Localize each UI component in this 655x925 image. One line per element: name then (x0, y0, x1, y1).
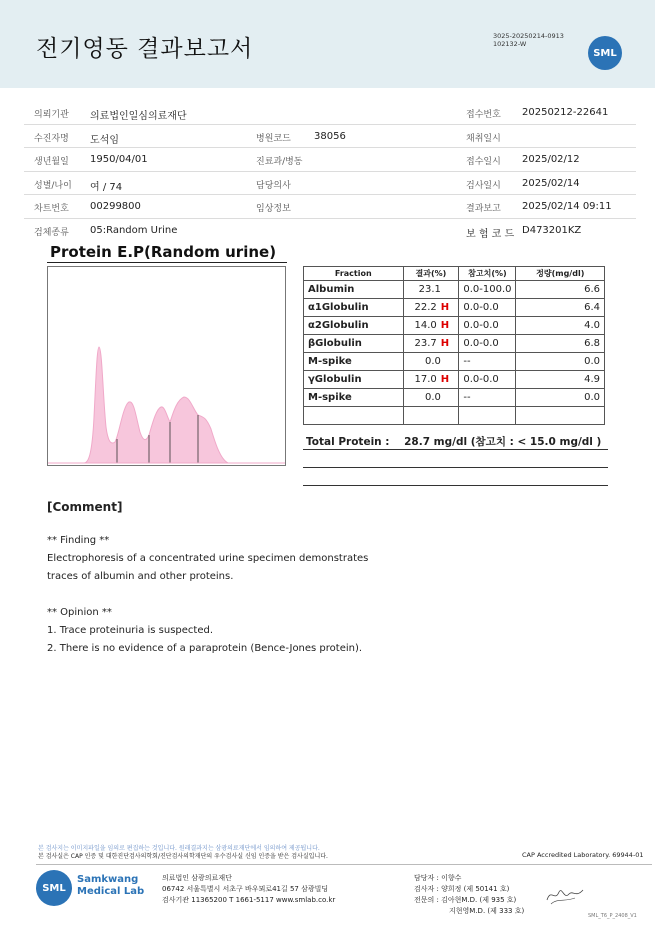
table-row (304, 317, 605, 335)
org-name: 의료법인 삼광의료재단 (162, 874, 232, 882)
result-value: 0.0 (425, 392, 441, 403)
fraction-cell: α2Globulin (304, 317, 404, 335)
footer-logo-text (77, 874, 144, 898)
quantity-cell: 6.6 (516, 281, 605, 299)
info-label: 접수일시 (466, 157, 501, 167)
table-row (304, 335, 605, 353)
info-label: 담당의사 (256, 180, 291, 191)
info-label: 검사일시 (466, 180, 501, 191)
info-row (24, 172, 636, 196)
disclaimer-text: 본 검사지는 이미지파일을 임의로 편집하는 것입니다. 원래결과지는 삼광의료재단에서 임의하여 제공됩니다. (38, 845, 320, 852)
table-header-row (304, 267, 605, 281)
column-header: Fraction (304, 267, 404, 281)
table-row (304, 281, 605, 299)
quantity-cell: 0.0 (516, 353, 605, 371)
form-code: SML_T6_P_2408_V1 (588, 913, 637, 919)
section-divider (47, 262, 287, 263)
empty-cell (516, 407, 605, 425)
info-value: 38056 (314, 130, 346, 142)
reference-cell: 0.0-0.0 (459, 317, 516, 335)
empty-cell (459, 407, 516, 425)
fraction-cell: α1Globulin (304, 299, 404, 317)
info-label: 성별/나이 (34, 180, 72, 191)
info-row (24, 148, 636, 172)
footer-divider (36, 864, 652, 865)
result-cell (403, 353, 459, 371)
table-row (304, 407, 605, 425)
high-flag: H (440, 338, 450, 349)
result-value: 22.2 (414, 302, 437, 313)
divider-line (303, 485, 608, 486)
section-title: Protein E.P(Random urine) (50, 243, 277, 261)
result-value: 23.7 (414, 338, 437, 349)
result-value: 17.0 (414, 374, 437, 385)
fraction-cell: γGlobulin (304, 371, 404, 389)
info-value: 20250212-22641 (522, 107, 609, 118)
info-value: 2025/02/12 (522, 154, 580, 165)
info-value: D473201KZ (522, 224, 582, 236)
results-table (303, 266, 605, 425)
info-label: 임상정보 (256, 204, 291, 214)
report-title: 전기영동 결과보고서 (36, 36, 254, 62)
info-row (24, 101, 636, 125)
table-row (304, 371, 605, 389)
column-header: 참고치(%) (459, 267, 516, 281)
reference-cell: 0.0-0.0 (459, 299, 516, 317)
comment-heading: [Comment] (47, 500, 123, 514)
result-cell (403, 335, 459, 353)
opinion-heading: ** Opinion ** (47, 607, 112, 618)
result-cell (403, 299, 459, 317)
info-label: 접수번호 (466, 110, 501, 120)
info-value: 1950/04/01 (90, 154, 148, 165)
total-protein: Total Protein : 28.7 mg/dl (참고치 : < 15.0 mg/dl ) (306, 436, 602, 448)
reference-cell: 0.0-0.0 (459, 371, 516, 389)
finding-text: Electrophoresis of a concentrated urine specimen demonstrates (47, 553, 369, 564)
column-header: 결과(%) (403, 267, 459, 281)
signature-icon (545, 884, 585, 906)
info-value: 2025/02/14 09:11 (522, 201, 612, 212)
info-label: 병원코드 (256, 133, 291, 144)
cap-accreditation: CAP Accredited Laboratory. 69944-01 (522, 851, 644, 859)
staff-line: 전문의 : 김아현M.D. (제 935 호) (414, 896, 517, 904)
finding-text: traces of albumin and other proteins. (47, 571, 234, 582)
fraction-cell: βGlobulin (304, 335, 404, 353)
result-cell (403, 281, 459, 299)
org-address: 06742 서울특별시 서초구 바우뫼로41길 57 삼광빌딩 (162, 885, 329, 893)
divider-line (303, 467, 608, 468)
info-row (24, 125, 636, 149)
opinion-text: 1. Trace proteinuria is suspected. (47, 625, 214, 636)
table-row (304, 299, 605, 317)
quantity-cell: 0.0 (516, 389, 605, 407)
patient-info-table (24, 101, 636, 242)
empty-cell (403, 407, 459, 425)
high-flag: H (440, 374, 450, 385)
column-header: 정량(mg/dl) (516, 267, 605, 281)
logo-name: Medical Lab (77, 886, 145, 897)
fraction-cell: M-spike (304, 389, 404, 407)
info-value: 2025/02/14 (522, 177, 580, 189)
quantity-cell: 4.9 (516, 371, 605, 389)
result-cell (403, 371, 459, 389)
quantity-cell: 6.4 (516, 299, 605, 317)
table-row (304, 389, 605, 407)
staff-line: 검사자 : 양희정 (제 50141 호) (414, 885, 510, 893)
info-label: 의뢰기관 (34, 110, 69, 120)
info-label: 검체종류 (34, 227, 69, 238)
high-flag: H (440, 302, 450, 313)
info-row (24, 195, 636, 219)
doc-number-line: 3025-20250214-0913 (493, 32, 564, 40)
document-number (493, 32, 564, 48)
opinion-text: 2. There is no evidence of a paraprotein (Bence-Jones protein). (47, 643, 363, 654)
sml-logo-icon: SML (588, 36, 622, 70)
quantity-cell: 6.8 (516, 335, 605, 353)
info-value: 05:Random Urine (90, 224, 178, 236)
result-value: 14.0 (414, 320, 437, 331)
logo-name: Samkwang (77, 874, 139, 885)
reference-cell: 0.0-0.0 (459, 335, 516, 353)
empty-cell (304, 407, 404, 425)
reference-cell: -- (459, 353, 516, 371)
table-row (304, 353, 605, 371)
finding-heading: ** Finding ** (47, 535, 110, 546)
staff-line: 지현영M.D. (제 333 호) (449, 907, 525, 915)
report-header (0, 0, 655, 88)
fraction-cell: Albumin (304, 281, 404, 299)
result-value: 23.1 (418, 284, 441, 295)
info-label: 진료과/병동 (256, 157, 303, 167)
info-label: 수진자명 (34, 133, 69, 144)
result-cell (403, 317, 459, 335)
sml-footer-logo-icon: SML (36, 870, 72, 906)
quantity-cell: 4.0 (516, 317, 605, 335)
info-row (24, 219, 636, 243)
fraction-cell: M-spike (304, 353, 404, 371)
disclaimer-text: 본 검사실은 CAP 인증 및 대한진단검사의학회/진단검사의학재단의 우수검사실 신임 인증을 받은 검사실입니다. (38, 853, 328, 860)
staff-line: 담당자 : 이향수 (414, 874, 462, 882)
org-contact: 검사기관 11365200 T 1661-5117 www.smlab.co.kr (162, 896, 336, 904)
info-label: 결과보고 (466, 204, 501, 214)
info-label: 채취일시 (466, 133, 501, 144)
info-value: 00299800 (90, 201, 141, 212)
high-flag: H (440, 320, 450, 331)
result-cell (403, 389, 459, 407)
doc-number-line: 102132-W (493, 40, 527, 48)
electrophoresis-graph (47, 266, 286, 466)
info-value: 여 / 74 (90, 181, 123, 193)
info-label: 생년월일 (34, 157, 69, 167)
electrophoresis-curve-icon (48, 267, 285, 465)
info-value: 도석임 (90, 134, 119, 146)
result-value: 0.0 (425, 356, 441, 367)
divider-line (303, 449, 608, 450)
reference-cell: -- (459, 389, 516, 407)
info-value: 의료법인일심의료재단 (90, 111, 187, 122)
info-label: 차트번호 (34, 204, 69, 214)
reference-cell: 0.0-100.0 (459, 281, 516, 299)
info-label: 보 험 코 드 (466, 228, 515, 240)
